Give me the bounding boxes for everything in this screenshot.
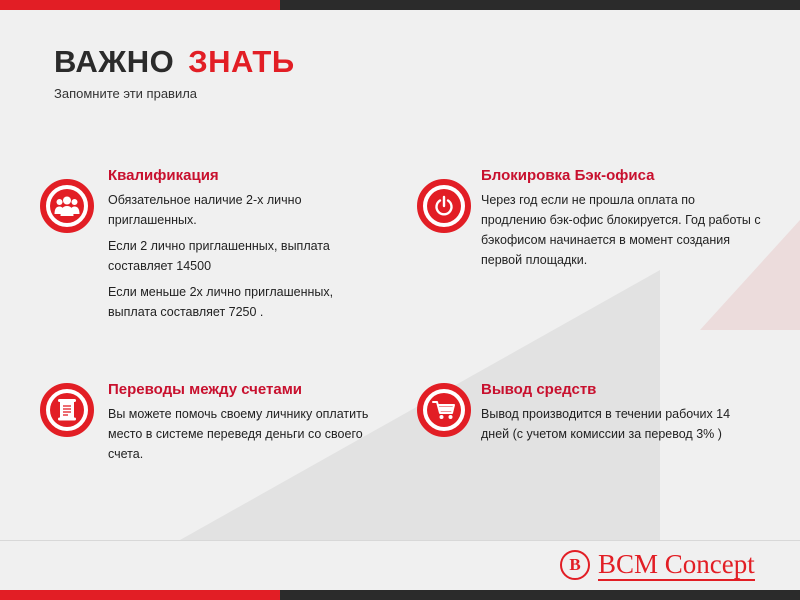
qualification-text-1: Обязательное наличие 2-х лично приглашенных. xyxy=(108,193,302,227)
page-subtitle: Запомните эти правила xyxy=(54,86,198,101)
company-logo xyxy=(560,547,755,583)
title-word-2: ЗНАТЬ xyxy=(188,44,295,79)
withdrawal-text: Вывод производится в течении рабочих 14 дней (с учетом комиссии за перевод 3% ) xyxy=(481,407,731,441)
qualification-text-3: Если меньше 2х лично приглашенных, выплата составляет 7250 . xyxy=(108,285,334,319)
bottom-bar-accent xyxy=(0,590,280,600)
transfers-text: Вы можете помочь своему личнику оплатить место в системе переведя деньги со своего счета. xyxy=(108,407,369,461)
blocking-text: Через год если не прошла оплата по продлению бэк-офис блокируется. Год работы с бэкофисом начинается в момент создания первой площадки. xyxy=(481,193,761,267)
scroll-icon xyxy=(57,398,77,422)
transfers-heading: Переводы между счетами xyxy=(108,381,303,398)
qualification-icon-badge xyxy=(40,179,94,233)
withdrawal-heading: Вывод средств xyxy=(481,381,597,398)
qualification-section xyxy=(108,167,348,328)
title-word-1: ВАЖНО xyxy=(54,44,175,79)
withdrawal-icon-badge xyxy=(417,383,471,437)
bottom-bar xyxy=(0,590,800,600)
withdrawal-section xyxy=(481,381,761,450)
blocking-icon-badge xyxy=(417,179,471,233)
transfers-section xyxy=(108,381,383,470)
qualification-heading: Квалификация xyxy=(108,167,219,184)
blocking-heading: Блокировка Бэк-офиса xyxy=(481,167,655,184)
logo-name: BCM Concept xyxy=(598,549,755,579)
power-icon xyxy=(433,195,455,217)
qualification-text-2: Если 2 лично приглашенных, выплата составляет 14500 xyxy=(108,239,330,273)
blocking-section xyxy=(481,167,761,276)
transfers-icon-badge xyxy=(40,383,94,437)
users-icon xyxy=(54,195,80,217)
logo-mark-icon: B xyxy=(560,550,590,580)
footer-divider xyxy=(0,540,800,541)
page-title xyxy=(54,44,295,80)
cart-icon xyxy=(432,399,456,421)
